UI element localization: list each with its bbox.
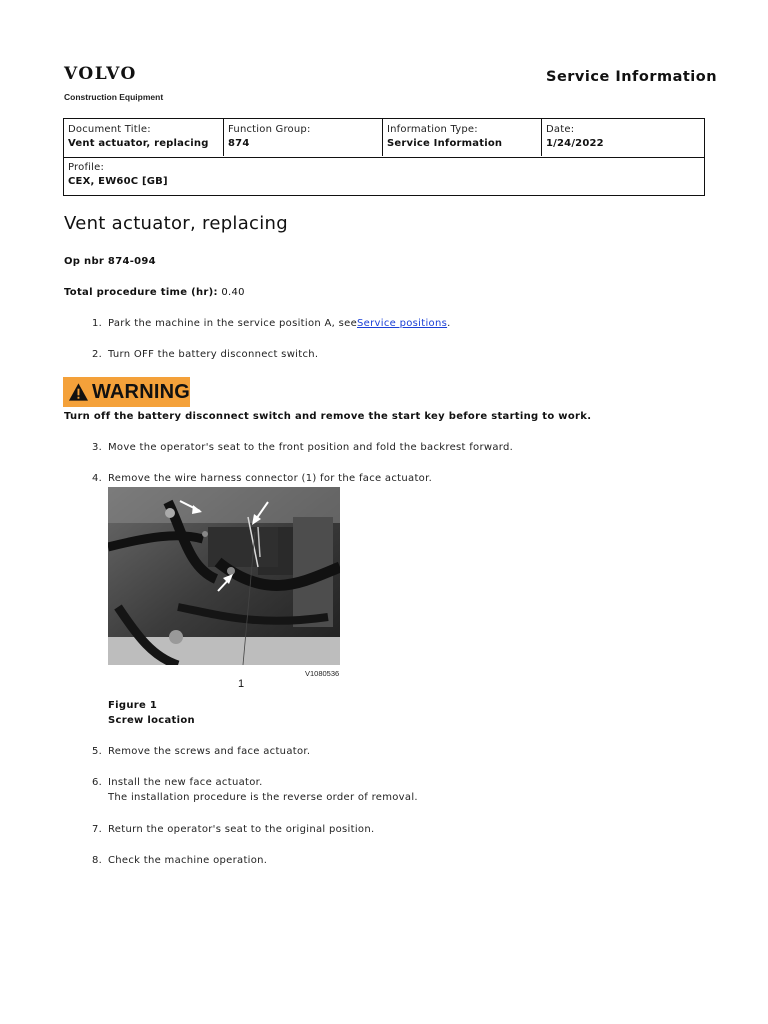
step-text-secondary: The installation procedure is the reverse order of removal. <box>108 792 418 803</box>
info-type-label: Information Type: <box>387 124 478 135</box>
profile-cell <box>64 158 168 187</box>
step-suffix: . <box>447 318 451 329</box>
step-5 <box>92 746 310 757</box>
volvo-logo: VOLVO <box>64 64 137 84</box>
screw-location-photo <box>108 487 340 665</box>
step-text: Park the machine in the service position A, see <box>108 318 358 329</box>
figure-caption: Screw location <box>108 715 195 726</box>
date-label: Date: <box>546 124 575 135</box>
warning-message: Turn off the battery disconnect switch and remove the start key before starting to work. <box>64 411 592 422</box>
page-title: Vent actuator, replacing <box>64 213 288 234</box>
figure-label: Figure 1 <box>108 700 158 711</box>
step-2 <box>92 349 318 360</box>
step-8 <box>92 855 267 866</box>
document-meta-table <box>63 118 705 196</box>
info-type-cell <box>382 119 542 156</box>
step-number: 6. <box>92 777 103 788</box>
profile-value: CEX, EW60C [GB] <box>68 176 168 187</box>
step-text: Return the operator's seat to the original position. <box>108 824 375 835</box>
op-number: Op nbr 874-094 <box>64 256 156 267</box>
step-1 <box>92 318 451 329</box>
step-4 <box>92 473 432 484</box>
warning-label: WARNING <box>91 380 190 403</box>
function-group-cell <box>223 119 383 156</box>
logo-subtitle: Construction Equipment <box>64 92 164 102</box>
step-text: Remove the wire harness connector (1) for the face actuator. <box>108 473 433 484</box>
step-number: 7. <box>92 824 103 835</box>
step-number: 1. <box>92 318 103 329</box>
step-number: 2. <box>92 349 103 360</box>
info-type-value: Service Information <box>387 138 503 149</box>
callout-number: 1 <box>238 678 245 690</box>
procedure-time-label: Total procedure time (hr): <box>64 287 218 298</box>
meta-row <box>64 119 704 158</box>
doc-title-value: Vent actuator, replacing <box>68 138 209 149</box>
header-title: Service Information <box>546 69 718 85</box>
step-text: Check the machine operation. <box>108 855 268 866</box>
step-number: 4. <box>92 473 103 484</box>
step-6 <box>92 777 418 803</box>
function-group-value: 874 <box>228 138 250 149</box>
procedure-time-value: 0.40 <box>221 287 245 298</box>
warning-banner <box>63 377 190 407</box>
date-cell <box>541 119 704 156</box>
step-number: 5. <box>92 746 103 757</box>
service-positions-link[interactable]: Service positions <box>357 318 448 329</box>
procedure-time <box>64 287 245 298</box>
function-group-label: Function Group: <box>228 124 311 135</box>
step-text: Remove the screws and face actuator. <box>108 746 311 757</box>
doc-title-label: Document Title: <box>68 124 151 135</box>
date-value: 1/24/2022 <box>546 138 604 149</box>
profile-label: Profile: <box>68 162 105 173</box>
doc-title-cell <box>64 119 224 156</box>
step-text: Install the new face actuator. <box>108 777 263 788</box>
step-text: Move the operator's seat to the front position and fold the backrest forward. <box>108 442 514 453</box>
step-number: 3. <box>92 442 103 453</box>
step-7 <box>92 824 374 835</box>
warning-triangle-icon <box>68 382 89 402</box>
image-code: V1080536 <box>305 669 340 678</box>
step-number: 8. <box>92 855 103 866</box>
step-text: Turn OFF the battery disconnect switch. <box>108 349 319 360</box>
step-3 <box>92 442 513 453</box>
